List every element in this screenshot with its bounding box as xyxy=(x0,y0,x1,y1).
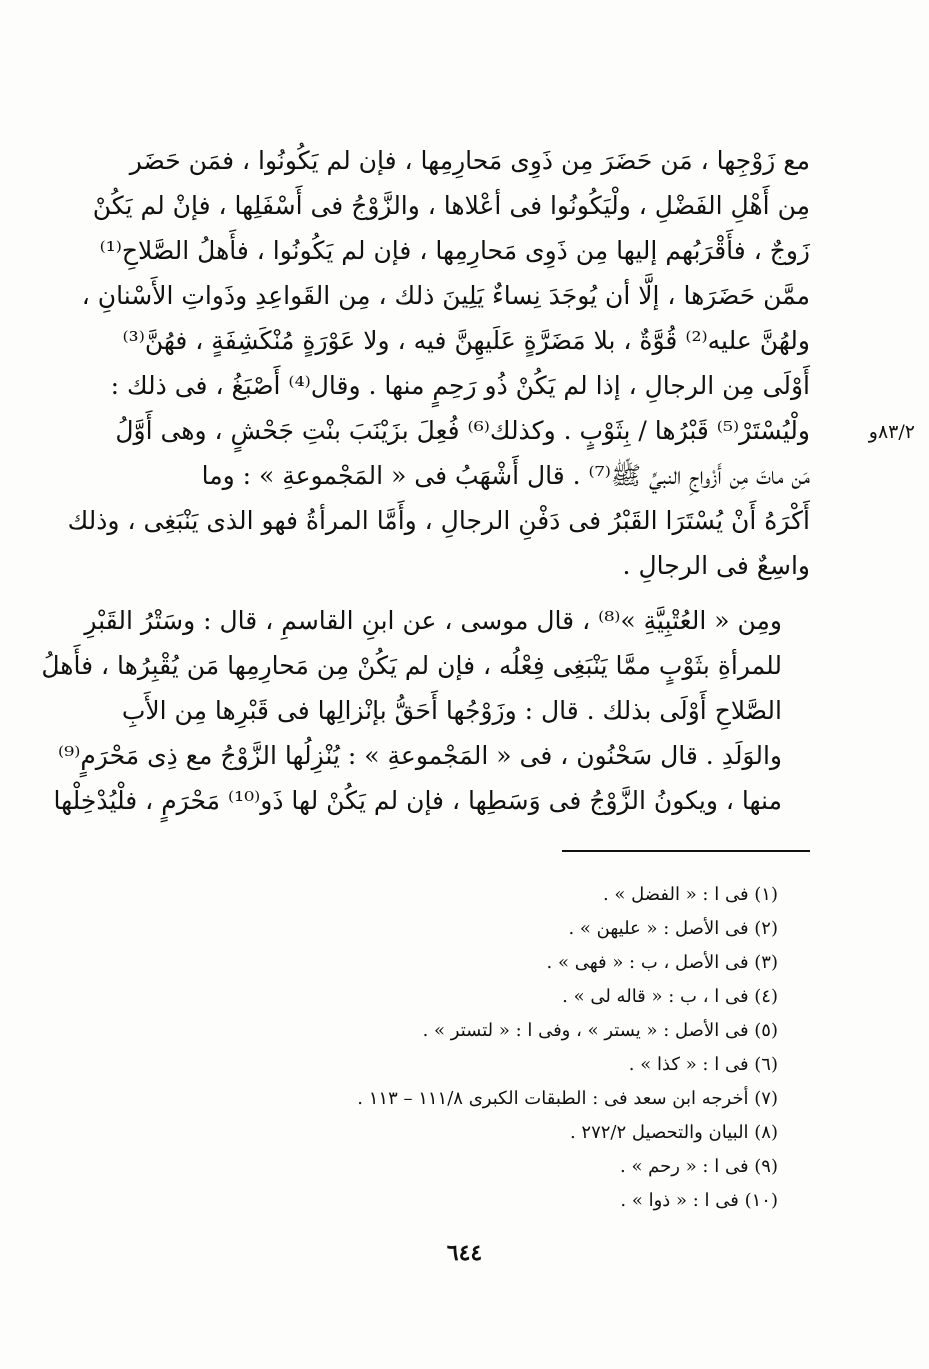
footnote: (٢) فى الأصل : « عليهن » . xyxy=(568,918,778,939)
footnote: (١) فى ا : « الفضل » . xyxy=(602,884,778,905)
footnote: (١٠) فى ا : « ذوا » . xyxy=(620,1190,778,1211)
page-number: ٦٤٤ xyxy=(446,1240,483,1266)
text-line: مَن ماتَ مِن أَزْواجِ النبيِّ ﷺ⁽⁷⁾ . قال أَشْهَبُ فى « المَجْموعةِ » : وما xyxy=(201,461,810,490)
text-line: مع زَوْجِها ، مَن حَضَرَ مِن ذَوِى مَحارِمِها ، فإن لم يَكُونُوا ، فمَن حَضَر xyxy=(129,146,810,175)
footnotes xyxy=(108,878,778,1218)
text-line: ومِن « العُتْبِيَّةِ »⁽⁸⁾ ، قال موسى ، عن ابنِ القاسمِ ، قال : وسَتْرُ القَبْرِ xyxy=(84,606,782,635)
main-text xyxy=(41,138,810,823)
paragraph-1 xyxy=(67,138,810,588)
text-line: واسِعٌ فى الرجالِ . xyxy=(622,551,810,580)
text-line: والوَلَدِ . قال سَحْنُون ، فى « المَجْموعةِ » : يُنْزِلُها الزَّوْجُ مع ذِى مَحْرَمٍ⁽⁹⁾ xyxy=(58,741,782,770)
text-line: ولهُنَّ عليه⁽²⁾ قُوَّةٌ ، بلا مَضَرَّةٍ عَلَيهِنَّ فيه ، ولا عَوْرَةٍ مُنْكَشِفَةٍ ، فهُنَّ⁽³⁾ xyxy=(122,326,810,355)
footnote: (٦) فى ا : « كذا » . xyxy=(628,1054,778,1075)
text-line: الصَّلاحِ أَوْلَى بذلك . قال : وزَوْجُها أَحَقُّ بإنْزالِها فى قَبْرِها مِن الأَبِ xyxy=(121,696,782,725)
margin-manuscript-ref: ٨٣/٢و xyxy=(868,421,915,443)
footnote: (٣) فى الأصل ، ب : « فهى » . xyxy=(546,952,778,973)
text-line: مِن أَهْلِ الفَضْلِ ، ولْيَكُونُوا فى أعْلاها ، والزَّوْجُ فى أَسْفَلِها ، فإنْ لم يَكُنْ xyxy=(92,191,810,220)
footnote: (٨) البيان والتحصيل ٢٧٢/٢ . xyxy=(569,1122,778,1143)
footnote-separator xyxy=(562,850,810,852)
text-line: أَكْرَهُ أَنْ يُسْتَرَا القَبْرُ فى دَفْنِ الرجالِ ، وأَمَّا المرأةُ فهو الذى يَنْبَغِى ، وذلك xyxy=(67,506,810,535)
text-line: زَوجٌ ، فأَقْرَبُهم إليها مِن ذَوِى مَحارِمِها ، فإن لم يَكُونُوا ، فأَهلُ الصَّلاحِ⁽¹⁾ xyxy=(99,236,810,265)
text-line: أَوْلَى مِن الرجالِ ، إذا لم يَكُنْ ذُو رَحِمٍ منها . وقال⁽⁴⁾ أَصْبَغُ ، فى ذلك : xyxy=(110,371,810,400)
text-line: ولْيُسْتَرْ⁽⁵⁾ قَبْرُها / بِثَوْبٍ . وكذلك⁽⁶⁾ فُعِلَ بزَيْنَبَ بنْتِ جَحْشٍ ، وهى أَوَّلُ xyxy=(115,416,810,445)
footnote: (٥) فى الأصل : « يستر » ، وفى ا : « لتستر » . xyxy=(422,1020,778,1041)
text-line: للمرأةِ بثَوْبٍ ممَّا يَنْبَغِى فِعْلُه ، فإن لم يَكُنْ مِن مَحارِمِها مَن يُقْبِرُها ، فأَهلُ xyxy=(41,651,782,680)
footnote: (٩) فى ا : « رحم » . xyxy=(620,1156,778,1177)
paragraph-2 xyxy=(41,598,810,823)
text-line: ممَّن حَضَرَها ، إلَّا أن يُوجَدَ نِساءٌ يَلِينَ ذلك ، مِن القَواعِدِ وذَواتِ الأَسْنانِ ، xyxy=(81,281,810,310)
text-line: منها ، ويكونُ الزَّوْجُ فى وَسَطِها ، فإن لم يَكُنْ لها ذَو⁽¹⁰⁾ مَحْرَمٍ ، فلْيُدْخِلْها xyxy=(53,786,782,815)
footnote: (٧) أخرجه ابن سعد فى : الطبقات الكبرى ١١١/٨ – ١١٣ . xyxy=(357,1088,778,1109)
footnote: (٤) فى ا ، ب : « قاله لى » . xyxy=(562,986,778,1007)
